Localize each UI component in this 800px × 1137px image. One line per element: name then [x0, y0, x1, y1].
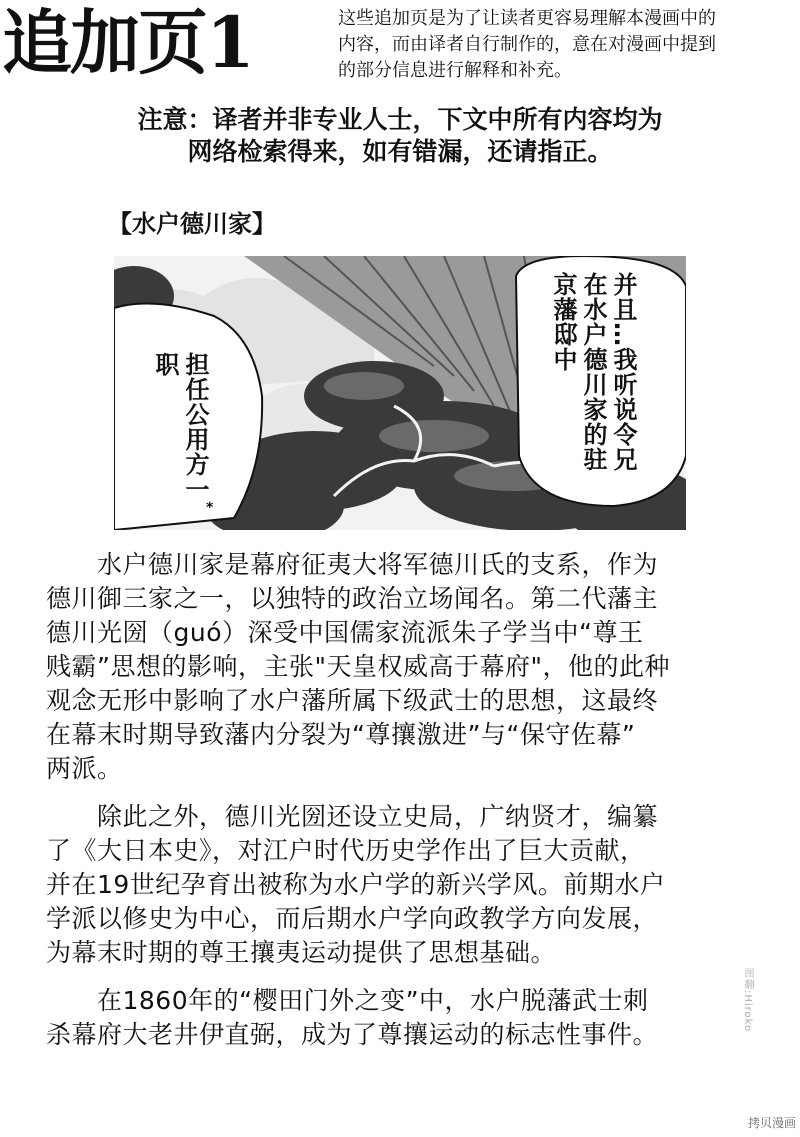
paragraph-line: 学派以修史为中心，而后期水户学向政教学方向发展，: [46, 904, 659, 933]
site-watermark: 拷贝漫画: [747, 1116, 796, 1130]
paragraph-line: 水户德川家是幕府征夷大将军德川氏的支系，作为: [46, 550, 659, 579]
notice-line: 注意：译者并非专业人士，下文中所有内容均为: [137, 105, 663, 134]
manga-panel: [114, 256, 686, 530]
paragraph-line: 德川御三家之一，以独特的政治立场闻名。第二代藩主: [46, 584, 659, 613]
paragraph-line: 德川光圀（guó）深受中国儒家流派朱子学当中“尊王: [46, 618, 644, 647]
translator-intro: [338, 6, 796, 84]
paragraph-line: 杀幕府大老井伊直弼，成为了尊攘运动的标志性事件。: [46, 1020, 659, 1049]
paragraph-line: 在幕末时期导致藩内分裂为“尊攘激进”与“保守佐幕”: [46, 720, 636, 749]
page-title: 追加页1: [2, 1, 253, 84]
footnote-mark: *: [206, 500, 214, 516]
paragraph-line: 除此之外，德川光圀还设立史局，广纳贤才，编纂: [46, 802, 659, 831]
paragraph-line: 两派。: [46, 754, 123, 783]
paragraph-line: 在1860年的“樱田门外之变”中，水户脱藩武士刺: [46, 986, 649, 1015]
intro-line: 这些追加页是为了让读者更容易理解本漫画中的: [338, 8, 716, 29]
speech-bubble-right-text: 并且…我听说令兄在水户德川家的驻京藩邸中: [549, 272, 637, 472]
paragraph: [46, 800, 766, 970]
paragraph-line: 并在19世纪孕育出被称为水户学的新兴学风。前期水户: [46, 870, 666, 899]
disclaimer-notice: [0, 104, 800, 168]
paragraph-line: 观念无形中影响了水户藩所属下级武士的思想，这最终: [46, 686, 659, 715]
paragraph-line: 了《大日本史》，对江户时代历史学作出了巨大贡献，: [46, 836, 646, 865]
paragraph-line: 贱霸”思想的影响，主张"天皇权威高于幕府"，他的此种: [46, 652, 670, 681]
notice-line: 网络检索得来，如有错漏，还请指正。: [187, 137, 613, 166]
section-heading: 【水户德川家】: [108, 210, 276, 238]
paragraph: [46, 548, 766, 786]
intro-line: 内容，而由译者自行制作的，意在对漫画中提到: [338, 34, 716, 55]
paragraph: [46, 984, 766, 1052]
paragraph-line: 为幕末时期的尊王攘夷运动提供了思想基础。: [46, 938, 557, 967]
translator-watermark: 图翻:Hiroko: [742, 968, 753, 1033]
article-body: [46, 548, 766, 1066]
speech-bubble-left-text: 担任公用方一职: [151, 352, 209, 502]
intro-line: 的部分信息进行解释和补充。: [338, 60, 572, 81]
